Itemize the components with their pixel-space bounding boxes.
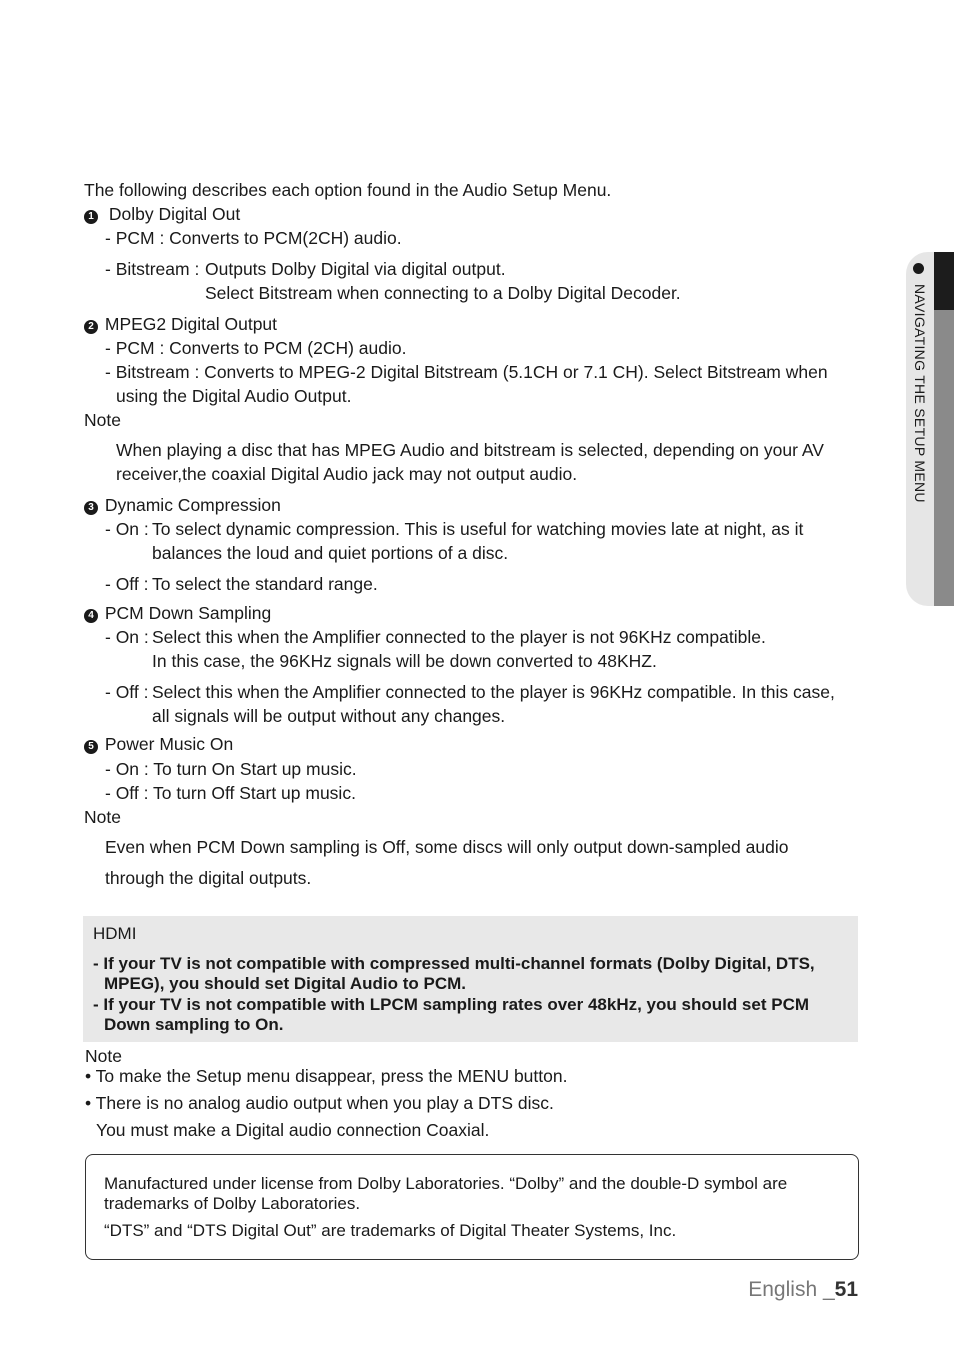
hdmi-line: Down sampling to On. (104, 1015, 284, 1034)
item-3-line: - On : (105, 519, 149, 539)
note-bullet: • To make the Setup menu disappear, press the MENU button. (85, 1066, 568, 1086)
item-1-title: Dolby Digital Out (108, 204, 241, 224)
item-1-line: Outputs Dolby Digital via digital output. (205, 259, 506, 279)
item-3-line: To select dynamic compression. This is useful for watching movies late at night, as it (152, 519, 804, 539)
hdmi-title: HDMI (93, 924, 137, 943)
item-2-title: MPEG2 Digital Output (104, 314, 278, 334)
note-label: Note (84, 807, 121, 827)
item-4-line: all signals will be output without any changes. (152, 706, 506, 726)
item-3-line: To select the standard range. (152, 574, 378, 594)
item-4-line: In this case, the 96KHz signals will be down converted to 48KHZ. (152, 651, 657, 671)
hdmi-line: - If your TV is not compatible with compressed multi-channel formats (Dolby Digital, DTS, (93, 954, 815, 973)
item-4-line: - Off : (105, 682, 149, 702)
item-4-line: Select this when the Amplifier connected to the player is not 96KHz compatible. (152, 627, 766, 647)
item-4-line: - On : (105, 627, 149, 647)
footer-language: English _ (748, 1278, 835, 1301)
number-4-icon: 4 (84, 609, 98, 623)
note-line: You must make a Digital audio connection Coaxial. (96, 1120, 490, 1140)
hdmi-line: MPEG), you should set Digital Audio to PCM. (104, 974, 467, 993)
trademark-line: Manufactured under license from Dolby Laboratories. “Dolby” and the double-D symbol are (104, 1174, 788, 1193)
note-label: Note (84, 410, 121, 430)
item-3-line: - Off : (105, 574, 149, 594)
note-line: through the digital outputs. (105, 868, 312, 888)
note-line: receiver,the coaxial Digital Audio jack may not output audio. (116, 464, 578, 484)
number-2-icon: 2 (84, 320, 98, 334)
item-3-title: Dynamic Compression (104, 495, 281, 515)
item-1-line: - PCM : Converts to PCM(2CH) audio. (105, 228, 402, 248)
item-2-line: - Bitstream : Converts to MPEG-2 Digital Bitstream (5.1CH or 7.1 CH). Select Bitstream when (105, 362, 828, 382)
hdmi-info-box (83, 916, 858, 1042)
side-tab-label: NAVIGATING THE SETUP MENU (912, 284, 928, 503)
item-5-heading (84, 732, 233, 756)
note-bullet: • There is no analog audio output when you play a DTS disc. (85, 1093, 554, 1113)
item-3-line: balances the loud and quiet portions of a disc. (152, 543, 509, 563)
item-4-title: PCM Down Sampling (104, 603, 272, 623)
side-tab-marker (934, 252, 954, 310)
item-5-line: - On : To turn On Start up music. (105, 759, 357, 779)
trademark-line: trademarks of Dolby Laboratories. (104, 1194, 361, 1213)
note-line: Even when PCM Down sampling is Off, some discs will only output down-sampled audio (105, 837, 789, 857)
item-3-heading (84, 493, 281, 517)
item-1-line: - Bitstream : (105, 259, 200, 279)
item-4-heading (84, 601, 271, 625)
page-footer (748, 1278, 858, 1302)
side-tab-strip (934, 252, 954, 606)
page-number: 51 (834, 1278, 858, 1301)
item-5-title: Power Music On (104, 734, 234, 754)
item-2-heading (84, 312, 277, 336)
bullet-dot-icon (913, 263, 924, 274)
item-1-line: Select Bitstream when connecting to a Dolby Digital Decoder. (205, 283, 681, 303)
trademark-box (85, 1154, 859, 1260)
item-5-line: - Off : To turn Off Start up music. (105, 783, 356, 803)
number-3-icon: 3 (84, 501, 98, 515)
number-5-icon: 5 (84, 740, 98, 754)
hdmi-line: - If your TV is not compatible with LPCM sampling rates over 48kHz, you should set PCM (93, 995, 810, 1014)
note-label: Note (85, 1046, 122, 1066)
item-4-line: Select this when the Amplifier connected to the player is 96KHz compatible. In this case, (152, 682, 835, 702)
item-2-line: - PCM : Converts to PCM (2CH) audio. (105, 338, 407, 358)
item-2-line: using the Digital Audio Output. (116, 386, 352, 406)
trademark-line: “DTS” and “DTS Digital Out” are trademarks of Digital Theater Systems, Inc. (104, 1221, 677, 1240)
number-1-icon: 1 (84, 210, 98, 224)
item-1-heading (84, 202, 240, 226)
intro-text: The following describes each option found in the Audio Setup Menu. (84, 180, 612, 200)
note-line: When playing a disc that has MPEG Audio and bitstream is selected, depending on your AV (116, 440, 824, 460)
